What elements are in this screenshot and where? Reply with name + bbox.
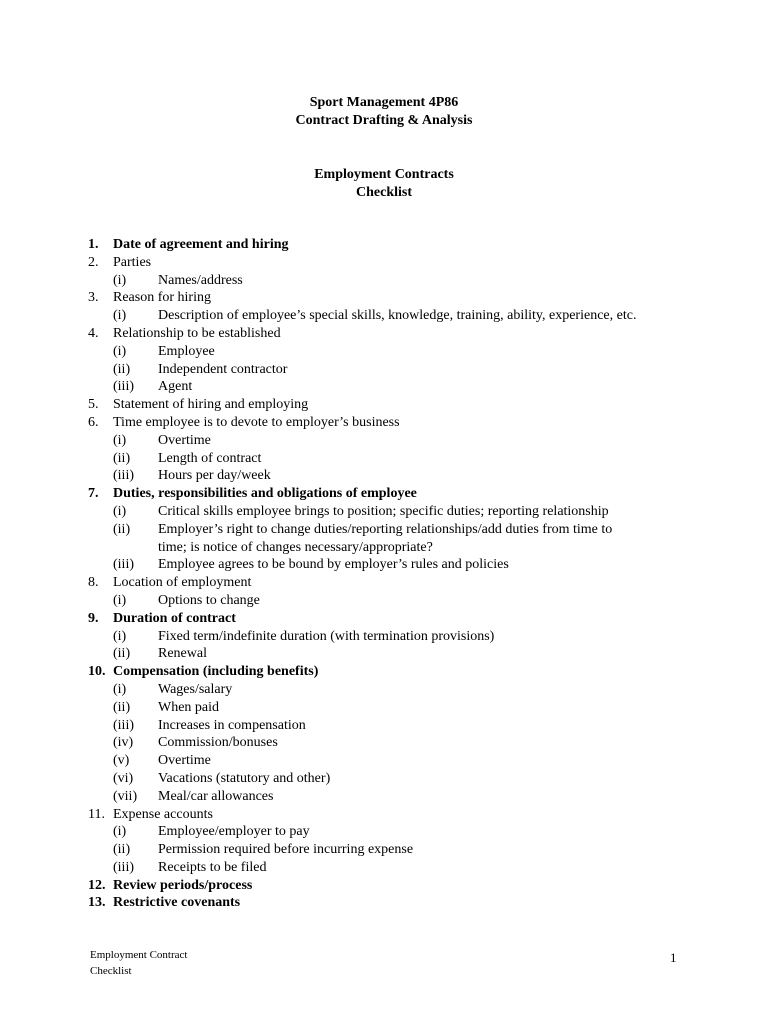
subitem-marker: (iv) <box>113 735 134 751</box>
checklist-subitem <box>88 467 708 485</box>
subitem-marker: (i) <box>113 503 127 519</box>
document-title: Employment Contracts <box>314 167 454 182</box>
checklist-subitem <box>88 556 708 574</box>
subitem-marker: (i) <box>113 824 127 840</box>
subitem-text: Overtime <box>158 753 211 769</box>
checklist-item <box>88 574 708 592</box>
page-number: 1 <box>670 950 677 965</box>
item-text: Duration of contract <box>113 610 236 626</box>
item-number: 9. <box>88 610 99 626</box>
subitem-text: Hours per day/week <box>158 468 271 484</box>
checklist-item <box>88 485 708 503</box>
item-text: Restrictive covenants <box>113 895 241 911</box>
subitem-text: Fixed term/indefinite duration (with termination provisions) <box>158 628 495 644</box>
item-number: 11. <box>88 806 105 822</box>
subitem-marker: (iii) <box>113 859 134 875</box>
subitem-text: Employee/employer to pay <box>158 824 310 840</box>
subitem-marker: (vii) <box>113 788 138 804</box>
subitem-marker: (ii) <box>113 699 131 715</box>
checklist-subitem <box>88 378 708 396</box>
subitem-text: Employer’s right to change duties/reporting relationships/add duties from time to <box>158 521 613 537</box>
checklist-subitem <box>88 770 708 788</box>
checklist-subitem <box>88 717 708 735</box>
checklist <box>88 236 708 912</box>
subitem-marker: (ii) <box>113 521 131 537</box>
subitem-text: Description of employee’s special skills, knowledge, training, ability, experience, etc. <box>158 308 637 324</box>
checklist-subitem <box>88 503 708 521</box>
subitem-marker: (vi) <box>113 770 134 786</box>
checklist-subitem <box>88 752 708 770</box>
subitem-text: Meal/car allowances <box>158 788 274 804</box>
checklist-subitem <box>88 788 708 806</box>
footer-line-2: Checklist <box>90 965 132 977</box>
item-text: Relationship to be established <box>113 325 281 341</box>
checklist-item <box>88 663 708 681</box>
subitem-text: Independent contractor <box>158 361 288 377</box>
checklist-item <box>88 396 708 414</box>
subitem-marker: (i) <box>113 432 127 448</box>
footer-label <box>90 947 187 979</box>
subitem-marker: (ii) <box>113 646 131 662</box>
item-number: 6. <box>88 414 99 430</box>
item-number: 2. <box>88 254 99 270</box>
item-text: Compensation (including benefits) <box>113 664 319 680</box>
checklist-subitem <box>88 734 708 752</box>
item-text: Expense accounts <box>113 806 213 822</box>
subitem-text: Length of contract <box>158 450 262 466</box>
item-text: Time employee is to devote to employer’s business <box>113 414 400 430</box>
subitem-marker: (i) <box>113 272 127 288</box>
checklist-subitem <box>88 432 708 450</box>
item-number: 3. <box>88 290 99 306</box>
subitem-marker: (i) <box>113 628 127 644</box>
item-number: 12. <box>88 877 106 893</box>
checklist-subitem <box>88 645 708 663</box>
course-subtitle: Contract Drafting & Analysis <box>295 113 473 128</box>
item-text: Date of agreement and hiring <box>113 237 289 252</box>
checklist-subitem <box>88 823 708 841</box>
checklist-item <box>88 414 708 432</box>
subitem-text: Permission required before incurring expense <box>158 842 414 858</box>
checklist-subitem <box>88 592 708 610</box>
item-number: 8. <box>88 575 99 591</box>
item-text: Parties <box>113 254 152 270</box>
checklist-subitem <box>88 307 708 325</box>
subitem-text: Options to change <box>158 592 260 608</box>
checklist-subitem <box>88 699 708 717</box>
footer-line-1: Employment Contract <box>90 949 188 961</box>
subitem-marker: (i) <box>113 343 127 359</box>
checklist-subitem <box>88 361 708 379</box>
item-text: Statement of hiring and employing <box>113 397 309 413</box>
checklist-item <box>88 254 708 272</box>
course-title: Sport Management 4P86 <box>309 95 459 110</box>
item-number: 5. <box>88 397 99 413</box>
subitem-text: Employee agrees to be bound by employer’s rules and policies <box>158 557 509 573</box>
checklist-subitem <box>88 859 708 877</box>
subitem-marker: (iii) <box>113 557 134 573</box>
item-number: 10. <box>88 664 106 680</box>
item-number: 4. <box>88 325 99 341</box>
item-text: Location of employment <box>113 575 252 591</box>
subitem-marker: (i) <box>113 308 127 324</box>
item-text: Reason for hiring <box>113 290 211 306</box>
subitem-text: time; is notice of changes necessary/appropriate? <box>158 539 433 555</box>
subitem-marker: (v) <box>113 753 130 769</box>
checklist-subitem <box>88 539 708 557</box>
subitem-text: Names/address <box>158 272 243 288</box>
subitem-marker: (iii) <box>113 717 134 733</box>
subitem-text: Increases in compensation <box>158 717 306 733</box>
checklist-subitem <box>88 343 708 361</box>
subitem-marker: (ii) <box>113 450 131 466</box>
checklist-subitem <box>88 450 708 468</box>
subitem-text: Commission/bonuses <box>158 735 278 751</box>
subitem-text: Overtime <box>158 432 211 448</box>
subitem-text: Critical skills employee brings to position; specific duties; reporting relationship <box>158 503 609 519</box>
checklist-item <box>88 236 708 254</box>
subitem-text: When paid <box>158 699 220 715</box>
subitem-text: Employee <box>158 343 215 359</box>
checklist-subitem <box>88 272 708 290</box>
checklist-item <box>88 325 708 343</box>
subitem-text: Receipts to be filed <box>158 859 267 875</box>
subitem-text: Vacations (statutory and other) <box>158 770 331 786</box>
subitem-marker: (i) <box>113 592 127 608</box>
checklist-item <box>88 877 708 895</box>
subitem-marker: (ii) <box>113 361 131 377</box>
checklist-item <box>88 894 708 912</box>
item-number: 13. <box>88 895 106 911</box>
subitem-text: Wages/salary <box>158 681 233 697</box>
subitem-text: Agent <box>158 379 193 395</box>
checklist-subitem <box>88 841 708 859</box>
checklist-subitem <box>88 681 708 699</box>
checklist-item <box>88 610 708 628</box>
item-number: 1. <box>88 237 99 252</box>
checklist-subitem <box>88 521 708 539</box>
subitem-marker: (ii) <box>113 842 131 858</box>
subitem-text: Renewal <box>158 646 207 662</box>
subitem-marker: (iii) <box>113 379 134 395</box>
checklist-item <box>88 806 708 824</box>
document-subtitle: Checklist <box>356 185 412 200</box>
item-text: Review periods/process <box>113 877 253 893</box>
item-number: 7. <box>88 486 99 502</box>
checklist-item <box>88 289 708 307</box>
item-text: Duties, responsibilities and obligations of employee <box>113 486 417 502</box>
subitem-marker: (i) <box>113 681 127 697</box>
checklist-subitem <box>88 628 708 646</box>
subitem-marker: (iii) <box>113 468 134 484</box>
